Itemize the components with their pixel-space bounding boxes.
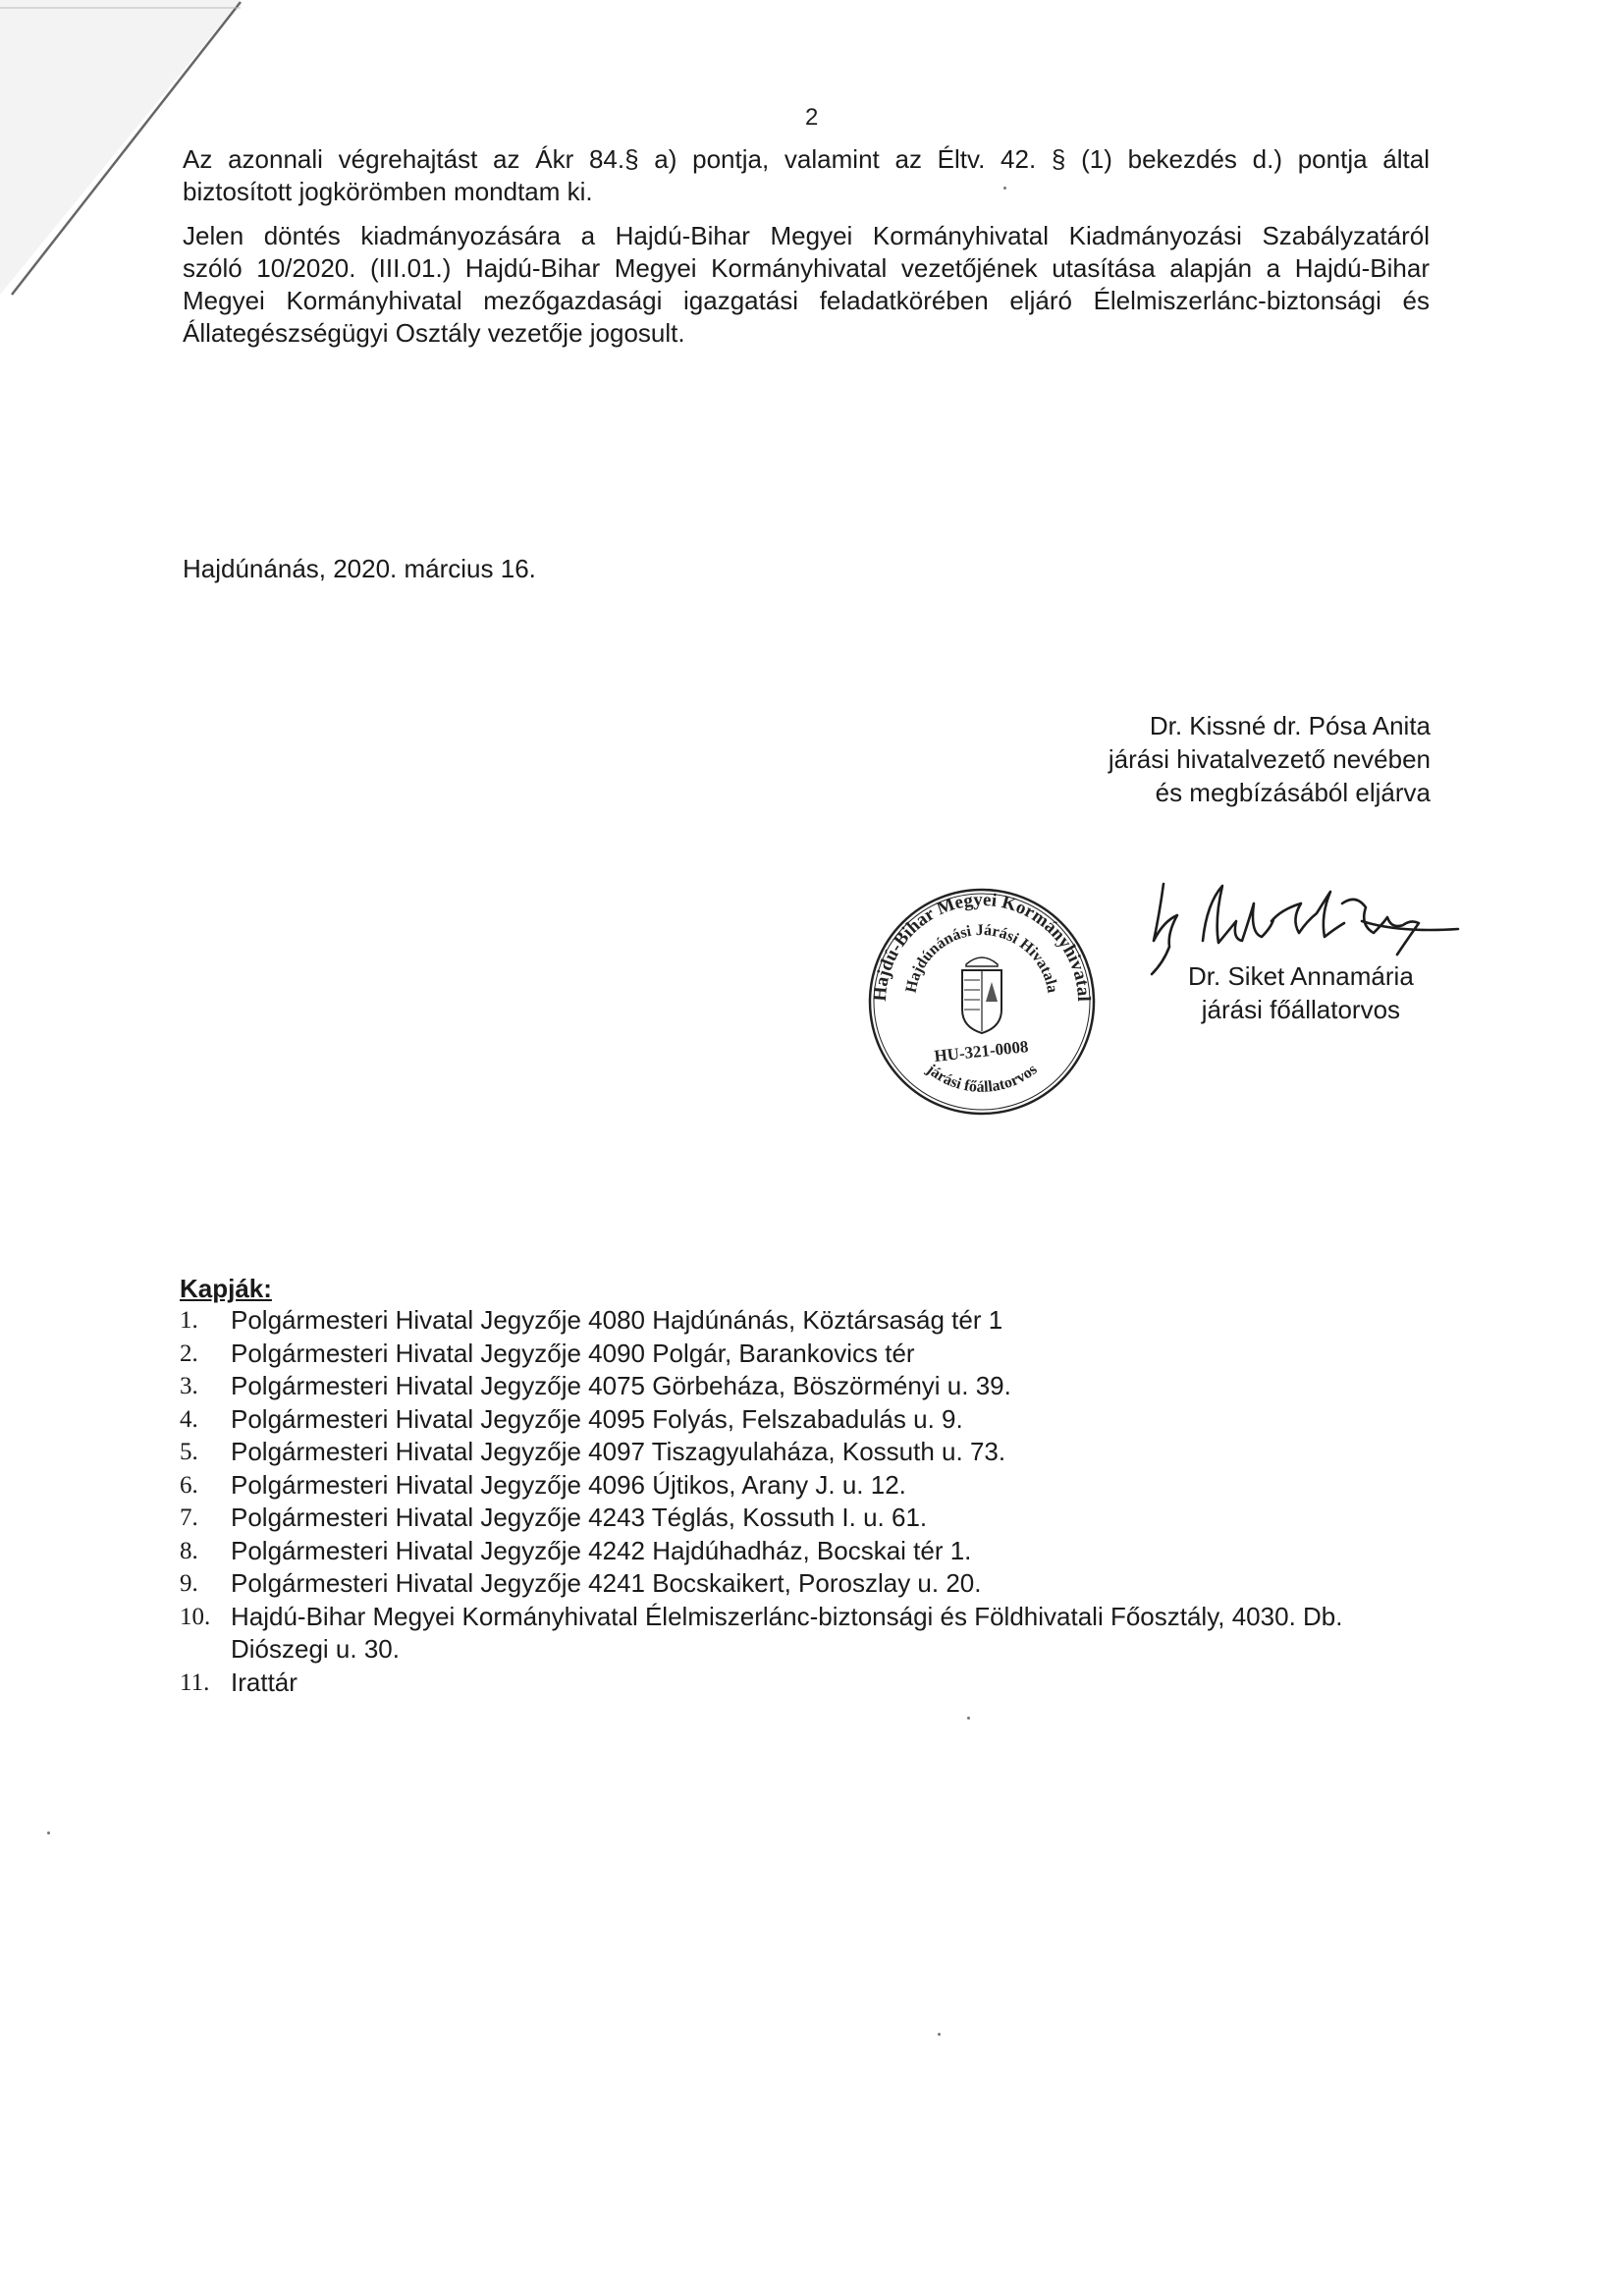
list-item [180, 1338, 1446, 1371]
vet-name: Dr. Siket Annamária [1188, 961, 1414, 991]
list-item-number: 2. [180, 1339, 198, 1367]
enforcement-paragraph [183, 143, 1430, 208]
official-stamp [864, 884, 1100, 1120]
stamp-inner-text: Hajdúnánási Járási Hivatala [902, 921, 1061, 995]
recipients-heading: Kapják: [180, 1274, 272, 1303]
list-item-number: 11. [180, 1668, 210, 1696]
list-item-text: Hajdú-Bihar Megyei Kormányhivatal Élelmiszerlánc-biztonsági és Földhivatali Főosztály, 4030. Db. Diószegi u. 30. [231, 1601, 1343, 1664]
scan-speck [1003, 187, 1006, 190]
stamp-outer-text: Hajdú-Bihar Megyei Kormányhivatal [869, 889, 1095, 1003]
signer-block [1109, 709, 1431, 809]
list-item-number: 5. [180, 1439, 198, 1465]
list-item-text: Polgármesteri Hivatal Jegyzője 4241 Bocskaikert, Poroszlay u. 20. [231, 1568, 982, 1598]
paragraph-line: szóló 10/2020. (III.01.) Hajdú-Bihar Megyei Kormányhivatal vezetőjének utasítása alapján a Hajdú-Bihar [183, 253, 1430, 283]
list-item [180, 1304, 1446, 1338]
list-item-text: Polgármesteri Hivatal Jegyzője 4243 Téglás, Kossuth I. u. 61. [231, 1503, 928, 1532]
list-item-number: 10. [180, 1603, 211, 1630]
list-item [180, 1436, 1446, 1469]
veterinarian-block [1188, 959, 1414, 1026]
list-item [180, 1567, 1446, 1601]
list-item-text: Irattár [231, 1667, 298, 1697]
paragraph-line: biztosított jogkörömben mondtam ki. [183, 177, 593, 206]
list-item-number: 9. [180, 1570, 198, 1597]
paragraph-line: Jelen döntés kiadmányozására a Hajdú-Bihar Megyei Kormányhivatal Kiadmányozási Szabályzatáról [183, 221, 1430, 250]
stamp-code: HU-321-0008 [933, 1037, 1030, 1066]
list-item-text: Polgármesteri Hivatal Jegyzője 4096 Újtikos, Arany J. u. 12. [231, 1469, 906, 1500]
list-item-number: 7. [180, 1504, 198, 1531]
list-item-text: Polgármesteri Hivatal Jegyzője 4090 Polgár, Barankovics tér [231, 1338, 915, 1368]
list-item [180, 1469, 1446, 1503]
list-item-number: 4. [180, 1405, 198, 1433]
list-item-number: 1. [180, 1307, 198, 1334]
list-item [180, 1535, 1446, 1568]
list-item-number: 8. [180, 1537, 198, 1564]
vet-title: járási főállatorvos [1201, 995, 1401, 1024]
signer-name: Dr. Kissné dr. Pósa Anita [1149, 711, 1431, 740]
list-item-number: 6. [180, 1471, 198, 1499]
scan-speck [938, 2033, 941, 2036]
list-item-text: Polgármesteri Hivatal Jegyzője 4242 Hajdúhadház, Bocskai tér 1. [231, 1535, 972, 1565]
list-item-text: Polgármesteri Hivatal Jegyzője 4075 Görbeháza, Böszörményi u. 39. [231, 1371, 1011, 1400]
coat-of-arms-icon [962, 957, 1001, 1033]
list-item-number: 3. [180, 1373, 198, 1399]
list-item [180, 1403, 1446, 1437]
stamp-bottom-text: járási főállatorvos [923, 1061, 1041, 1096]
paragraph-line: Megyei Kormányhivatal mezőgazdasági igazgatási feladatkörében eljáró Élelmiszerlánc-biztonsági és [183, 286, 1430, 315]
paragraph-line: Állategészségügyi Osztály vezetője jogosult. [183, 318, 685, 348]
page-number: 2 [805, 104, 819, 131]
list-item [180, 1601, 1446, 1667]
place-and-date: Hajdúnánás, 2020. március 16. [183, 554, 536, 583]
authorization-paragraph [183, 220, 1430, 350]
list-item [180, 1667, 1446, 1700]
list-item-text: Polgármesteri Hivatal Jegyzője 4080 Hajdúnánás, Köztársaság tér 1 [231, 1305, 1003, 1335]
recipients-list [180, 1304, 1446, 1699]
scan-speck [967, 1717, 970, 1720]
scan-speck [47, 1831, 50, 1834]
paragraph-line: Az azonnali végrehajtást az Ákr 84.§ a) pontja, valamint az Éltv. 42. § (1) bekezdés d.) pontja által [183, 144, 1430, 174]
signer-role: járási hivatalvezető nevében [1108, 744, 1431, 774]
svg-text:járási főállatorvos [923, 1061, 1041, 1096]
list-item-text: Polgármesteri Hivatal Jegyzője 4097 Tiszagyulaháza, Kossuth u. 73. [231, 1437, 1006, 1466]
list-item [180, 1502, 1446, 1535]
list-item-text: Polgármesteri Hivatal Jegyzője 4095 Folyás, Felszabadulás u. 9. [231, 1403, 963, 1434]
signer-role: és megbízásából eljárva [1155, 778, 1431, 807]
list-item [180, 1370, 1446, 1403]
